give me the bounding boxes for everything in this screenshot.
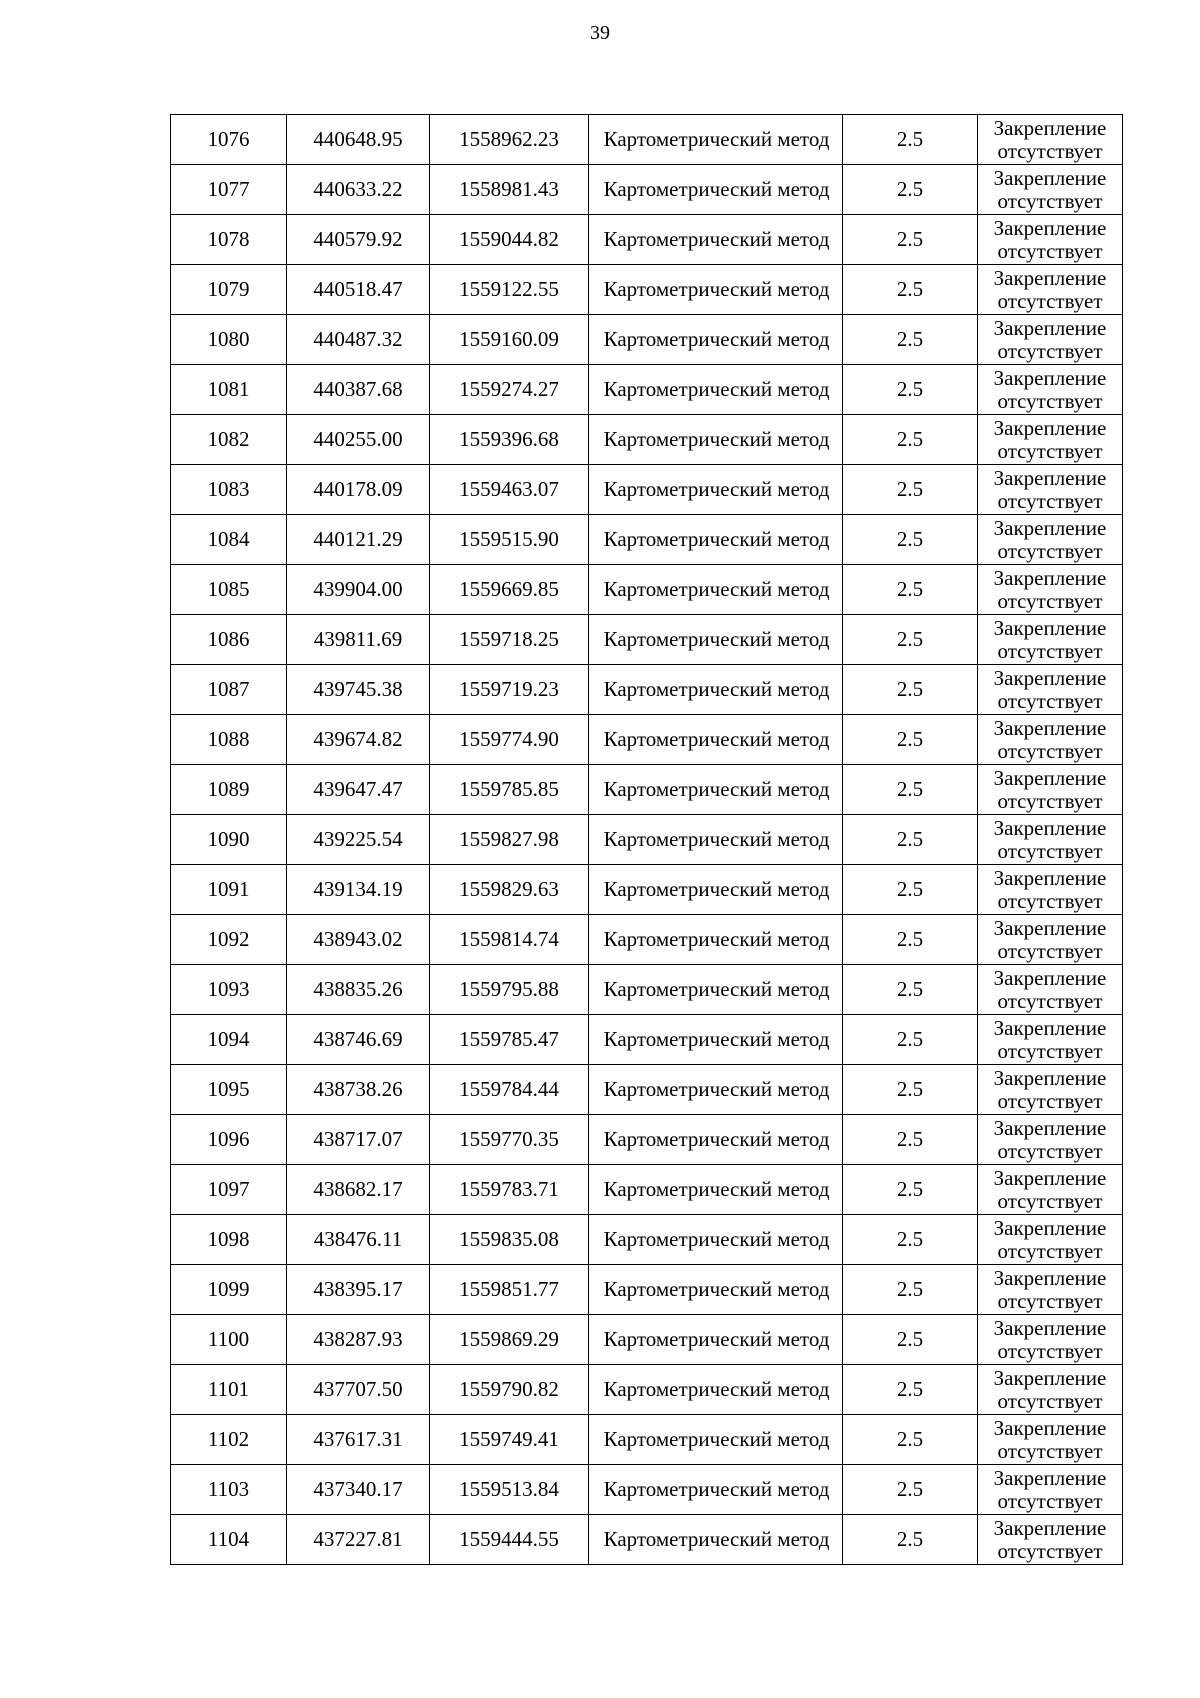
point-number-cell: 1078 bbox=[171, 215, 287, 265]
x-coordinate-cell: 437707.50 bbox=[287, 1365, 430, 1415]
y-coordinate-cell: 1559869.29 bbox=[430, 1315, 589, 1365]
x-coordinate-cell: 440178.09 bbox=[287, 465, 430, 515]
fixing-line-1: Закрепление bbox=[993, 415, 1107, 440]
fixing-cell bbox=[978, 1265, 1123, 1315]
fixing-line-1: Закрепление bbox=[993, 565, 1107, 590]
fixing-line-2: отсутствует bbox=[997, 188, 1103, 213]
table-row bbox=[171, 1415, 1123, 1465]
fixing-line-1: Закрепление bbox=[993, 1515, 1107, 1540]
fixing-cell bbox=[978, 915, 1123, 965]
y-coordinate-cell: 1559513.84 bbox=[430, 1465, 589, 1515]
x-coordinate-cell: 439904.00 bbox=[287, 565, 430, 615]
point-number-cell: 1082 bbox=[171, 415, 287, 465]
y-coordinate-cell: 1559784.44 bbox=[430, 1065, 589, 1115]
y-coordinate-cell: 1559718.25 bbox=[430, 615, 589, 665]
accuracy-cell: 2.5 bbox=[843, 915, 978, 965]
x-coordinate-cell: 437227.81 bbox=[287, 1515, 430, 1565]
fixing-cell bbox=[978, 1065, 1123, 1115]
fixing-line-2: отсутствует bbox=[997, 1138, 1103, 1163]
fixing-cell bbox=[978, 1215, 1123, 1265]
point-number-cell: 1100 bbox=[171, 1315, 287, 1365]
accuracy-cell: 2.5 bbox=[843, 315, 978, 365]
accuracy-cell: 2.5 bbox=[843, 865, 978, 915]
fixing-line-1: Закрепление bbox=[993, 265, 1107, 290]
coordinates-table bbox=[170, 114, 1123, 1565]
table-row bbox=[171, 165, 1123, 215]
method-cell: Картометрический метод bbox=[589, 165, 843, 215]
fixing-line-2: отсутствует bbox=[997, 788, 1103, 813]
method-cell: Картометрический метод bbox=[589, 465, 843, 515]
point-number-cell: 1092 bbox=[171, 915, 287, 965]
point-number-cell: 1096 bbox=[171, 1115, 287, 1165]
y-coordinate-cell: 1559814.74 bbox=[430, 915, 589, 965]
accuracy-cell: 2.5 bbox=[843, 615, 978, 665]
fixing-line-1: Закрепление bbox=[993, 365, 1107, 390]
table-row bbox=[171, 815, 1123, 865]
y-coordinate-cell: 1559749.41 bbox=[430, 1415, 589, 1465]
fixing-line-2: отсутствует bbox=[997, 1338, 1103, 1363]
fixing-line-2: отсутствует bbox=[997, 1088, 1103, 1113]
fixing-cell bbox=[978, 365, 1123, 415]
point-number-cell: 1101 bbox=[171, 1365, 287, 1415]
fixing-line-2: отсутствует bbox=[997, 888, 1103, 913]
accuracy-cell: 2.5 bbox=[843, 965, 978, 1015]
fixing-line-2: отсутствует bbox=[997, 1288, 1103, 1313]
x-coordinate-cell: 437617.31 bbox=[287, 1415, 430, 1465]
y-coordinate-cell: 1559463.07 bbox=[430, 465, 589, 515]
y-coordinate-cell: 1559444.55 bbox=[430, 1515, 589, 1565]
method-cell: Картометрический метод bbox=[589, 865, 843, 915]
fixing-line-2: отсутствует bbox=[997, 838, 1103, 863]
y-coordinate-cell: 1559785.47 bbox=[430, 1015, 589, 1065]
accuracy-cell: 2.5 bbox=[843, 1215, 978, 1265]
accuracy-cell: 2.5 bbox=[843, 815, 978, 865]
fixing-line-1: Закрепление bbox=[993, 1015, 1107, 1040]
point-number-cell: 1077 bbox=[171, 165, 287, 215]
fixing-line-2: отсутствует bbox=[997, 288, 1103, 313]
method-cell: Картометрический метод bbox=[589, 915, 843, 965]
table-row bbox=[171, 315, 1123, 365]
method-cell: Картометрический метод bbox=[589, 215, 843, 265]
x-coordinate-cell: 439674.82 bbox=[287, 715, 430, 765]
fixing-line-2: отсутствует bbox=[997, 388, 1103, 413]
fixing-line-2: отсутствует bbox=[997, 1238, 1103, 1263]
fixing-line-1: Закрепление bbox=[993, 715, 1107, 740]
point-number-cell: 1076 bbox=[171, 115, 287, 165]
fixing-line-1: Закрепление bbox=[993, 215, 1107, 240]
x-coordinate-cell: 438287.93 bbox=[287, 1315, 430, 1365]
fixing-line-1: Закрепление bbox=[993, 615, 1107, 640]
table-row bbox=[171, 1265, 1123, 1315]
point-number-cell: 1081 bbox=[171, 365, 287, 415]
method-cell: Картометрический метод bbox=[589, 815, 843, 865]
y-coordinate-cell: 1559274.27 bbox=[430, 365, 589, 415]
x-coordinate-cell: 439225.54 bbox=[287, 815, 430, 865]
accuracy-cell: 2.5 bbox=[843, 765, 978, 815]
fixing-line-2: отсутствует bbox=[997, 1388, 1103, 1413]
table-row bbox=[171, 1065, 1123, 1115]
method-cell: Картометрический метод bbox=[589, 1415, 843, 1465]
table-row bbox=[171, 265, 1123, 315]
point-number-cell: 1087 bbox=[171, 665, 287, 715]
fixing-line-1: Закрепление bbox=[993, 1165, 1107, 1190]
table-row bbox=[171, 915, 1123, 965]
fixing-line-1: Закрепление bbox=[993, 465, 1107, 490]
x-coordinate-cell: 438835.26 bbox=[287, 965, 430, 1015]
accuracy-cell: 2.5 bbox=[843, 365, 978, 415]
fixing-line-2: отсутствует bbox=[997, 1188, 1103, 1213]
point-number-cell: 1088 bbox=[171, 715, 287, 765]
point-number-cell: 1080 bbox=[171, 315, 287, 365]
fixing-cell bbox=[978, 515, 1123, 565]
x-coordinate-cell: 440648.95 bbox=[287, 115, 430, 165]
table-row bbox=[171, 965, 1123, 1015]
table-row bbox=[171, 115, 1123, 165]
fixing-line-1: Закрепление bbox=[993, 915, 1107, 940]
y-coordinate-cell: 1558962.23 bbox=[430, 115, 589, 165]
table-row bbox=[171, 1515, 1123, 1565]
table-row bbox=[171, 715, 1123, 765]
accuracy-cell: 2.5 bbox=[843, 1365, 978, 1415]
fixing-line-1: Закрепление bbox=[993, 665, 1107, 690]
x-coordinate-cell: 440387.68 bbox=[287, 365, 430, 415]
table-row bbox=[171, 465, 1123, 515]
fixing-line-1: Закрепление bbox=[993, 115, 1107, 140]
fixing-cell bbox=[978, 1365, 1123, 1415]
fixing-cell bbox=[978, 415, 1123, 465]
fixing-line-1: Закрепление bbox=[993, 1265, 1107, 1290]
point-number-cell: 1090 bbox=[171, 815, 287, 865]
fixing-cell bbox=[978, 115, 1123, 165]
table-row bbox=[171, 1465, 1123, 1515]
y-coordinate-cell: 1559783.71 bbox=[430, 1165, 589, 1215]
y-coordinate-cell: 1559827.98 bbox=[430, 815, 589, 865]
point-number-cell: 1104 bbox=[171, 1515, 287, 1565]
fixing-cell bbox=[978, 715, 1123, 765]
fixing-line-2: отсутствует bbox=[997, 638, 1103, 663]
point-number-cell: 1083 bbox=[171, 465, 287, 515]
accuracy-cell: 2.5 bbox=[843, 415, 978, 465]
fixing-cell bbox=[978, 615, 1123, 665]
x-coordinate-cell: 440255.00 bbox=[287, 415, 430, 465]
point-number-cell: 1084 bbox=[171, 515, 287, 565]
method-cell: Картометрический метод bbox=[589, 1165, 843, 1215]
accuracy-cell: 2.5 bbox=[843, 265, 978, 315]
accuracy-cell: 2.5 bbox=[843, 465, 978, 515]
fixing-cell bbox=[978, 165, 1123, 215]
fixing-line-1: Закрепление bbox=[993, 865, 1107, 890]
y-coordinate-cell: 1559515.90 bbox=[430, 515, 589, 565]
x-coordinate-cell: 440518.47 bbox=[287, 265, 430, 315]
point-number-cell: 1095 bbox=[171, 1065, 287, 1115]
x-coordinate-cell: 438738.26 bbox=[287, 1065, 430, 1115]
x-coordinate-cell: 438746.69 bbox=[287, 1015, 430, 1065]
method-cell: Картометрический метод bbox=[589, 1265, 843, 1315]
point-number-cell: 1099 bbox=[171, 1265, 287, 1315]
fixing-cell bbox=[978, 1315, 1123, 1365]
method-cell: Картометрический метод bbox=[589, 665, 843, 715]
y-coordinate-cell: 1559396.68 bbox=[430, 415, 589, 465]
table-row bbox=[171, 665, 1123, 715]
method-cell: Картометрический метод bbox=[589, 615, 843, 665]
fixing-cell bbox=[978, 265, 1123, 315]
fixing-cell bbox=[978, 1515, 1123, 1565]
fixing-cell bbox=[978, 815, 1123, 865]
fixing-cell bbox=[978, 565, 1123, 615]
y-coordinate-cell: 1559785.85 bbox=[430, 765, 589, 815]
x-coordinate-cell: 439745.38 bbox=[287, 665, 430, 715]
page-number: 39 bbox=[590, 22, 610, 44]
table-row bbox=[171, 615, 1123, 665]
method-cell: Картометрический метод bbox=[589, 1215, 843, 1265]
y-coordinate-cell: 1559795.88 bbox=[430, 965, 589, 1015]
y-coordinate-cell: 1559851.77 bbox=[430, 1265, 589, 1315]
x-coordinate-cell: 438395.17 bbox=[287, 1265, 430, 1315]
fixing-cell bbox=[978, 865, 1123, 915]
fixing-line-1: Закрепление bbox=[993, 1065, 1107, 1090]
accuracy-cell: 2.5 bbox=[843, 1515, 978, 1565]
y-coordinate-cell: 1559160.09 bbox=[430, 315, 589, 365]
fixing-line-2: отсутствует bbox=[997, 238, 1103, 263]
point-number-cell: 1086 bbox=[171, 615, 287, 665]
x-coordinate-cell: 440579.92 bbox=[287, 215, 430, 265]
fixing-line-2: отсутствует bbox=[997, 438, 1103, 463]
method-cell: Картометрический метод bbox=[589, 1365, 843, 1415]
fixing-cell bbox=[978, 665, 1123, 715]
table-row bbox=[171, 1015, 1123, 1065]
table-row bbox=[171, 1215, 1123, 1265]
point-number-cell: 1097 bbox=[171, 1165, 287, 1215]
method-cell: Картометрический метод bbox=[589, 365, 843, 415]
point-number-cell: 1102 bbox=[171, 1415, 287, 1465]
method-cell: Картометрический метод bbox=[589, 965, 843, 1015]
fixing-cell bbox=[978, 765, 1123, 815]
y-coordinate-cell: 1559770.35 bbox=[430, 1115, 589, 1165]
y-coordinate-cell: 1558981.43 bbox=[430, 165, 589, 215]
accuracy-cell: 2.5 bbox=[843, 215, 978, 265]
y-coordinate-cell: 1559790.82 bbox=[430, 1365, 589, 1415]
method-cell: Картометрический метод bbox=[589, 765, 843, 815]
accuracy-cell: 2.5 bbox=[843, 1015, 978, 1065]
fixing-line-1: Закрепление bbox=[993, 515, 1107, 540]
fixing-line-2: отсутствует bbox=[997, 1038, 1103, 1063]
point-number-cell: 1103 bbox=[171, 1465, 287, 1515]
table-row bbox=[171, 765, 1123, 815]
method-cell: Картометрический метод bbox=[589, 1015, 843, 1065]
fixing-line-1: Закрепление bbox=[993, 815, 1107, 840]
fixing-line-2: отсутствует bbox=[997, 588, 1103, 613]
point-number-cell: 1089 bbox=[171, 765, 287, 815]
fixing-line-1: Закрепление bbox=[993, 965, 1107, 990]
method-cell: Картометрический метод bbox=[589, 1465, 843, 1515]
method-cell: Картометрический метод bbox=[589, 715, 843, 765]
fixing-line-1: Закрепление bbox=[993, 165, 1107, 190]
x-coordinate-cell: 439811.69 bbox=[287, 615, 430, 665]
fixing-line-1: Закрепление bbox=[993, 1465, 1107, 1490]
accuracy-cell: 2.5 bbox=[843, 1415, 978, 1465]
table-row bbox=[171, 515, 1123, 565]
fixing-cell bbox=[978, 1115, 1123, 1165]
fixing-line-2: отсутствует bbox=[997, 138, 1103, 163]
y-coordinate-cell: 1559835.08 bbox=[430, 1215, 589, 1265]
y-coordinate-cell: 1559669.85 bbox=[430, 565, 589, 615]
table-row bbox=[171, 565, 1123, 615]
y-coordinate-cell: 1559829.63 bbox=[430, 865, 589, 915]
accuracy-cell: 2.5 bbox=[843, 165, 978, 215]
fixing-cell bbox=[978, 1415, 1123, 1465]
accuracy-cell: 2.5 bbox=[843, 515, 978, 565]
fixing-line-2: отсутствует bbox=[997, 688, 1103, 713]
fixing-line-1: Закрепление bbox=[993, 765, 1107, 790]
method-cell: Картометрический метод bbox=[589, 1115, 843, 1165]
x-coordinate-cell: 440487.32 bbox=[287, 315, 430, 365]
table-row bbox=[171, 365, 1123, 415]
x-coordinate-cell: 437340.17 bbox=[287, 1465, 430, 1515]
fixing-cell bbox=[978, 1165, 1123, 1215]
table-row bbox=[171, 1315, 1123, 1365]
fixing-cell bbox=[978, 215, 1123, 265]
fixing-line-2: отсутствует bbox=[997, 338, 1103, 363]
method-cell: Картометрический метод bbox=[589, 515, 843, 565]
fixing-line-2: отсутствует bbox=[997, 1438, 1103, 1463]
fixing-line-1: Закрепление bbox=[993, 1365, 1107, 1390]
point-number-cell: 1091 bbox=[171, 865, 287, 915]
fixing-line-1: Закрепление bbox=[993, 1215, 1107, 1240]
accuracy-cell: 2.5 bbox=[843, 715, 978, 765]
accuracy-cell: 2.5 bbox=[843, 1065, 978, 1115]
point-number-cell: 1094 bbox=[171, 1015, 287, 1065]
point-number-cell: 1093 bbox=[171, 965, 287, 1015]
x-coordinate-cell: 438476.11 bbox=[287, 1215, 430, 1265]
y-coordinate-cell: 1559044.82 bbox=[430, 215, 589, 265]
method-cell: Картометрический метод bbox=[589, 415, 843, 465]
fixing-cell bbox=[978, 465, 1123, 515]
table-row bbox=[171, 1365, 1123, 1415]
y-coordinate-cell: 1559774.90 bbox=[430, 715, 589, 765]
accuracy-cell: 2.5 bbox=[843, 665, 978, 715]
accuracy-cell: 2.5 bbox=[843, 1265, 978, 1315]
x-coordinate-cell: 438717.07 bbox=[287, 1115, 430, 1165]
accuracy-cell: 2.5 bbox=[843, 1315, 978, 1365]
fixing-line-2: отсутствует bbox=[997, 1538, 1103, 1563]
fixing-line-1: Закрепление bbox=[993, 1415, 1107, 1440]
method-cell: Картометрический метод bbox=[589, 265, 843, 315]
x-coordinate-cell: 439647.47 bbox=[287, 765, 430, 815]
table-row bbox=[171, 415, 1123, 465]
accuracy-cell: 2.5 bbox=[843, 565, 978, 615]
fixing-cell bbox=[978, 965, 1123, 1015]
fixing-line-1: Закрепление bbox=[993, 1115, 1107, 1140]
point-number-cell: 1079 bbox=[171, 265, 287, 315]
fixing-line-2: отсутствует bbox=[997, 538, 1103, 563]
accuracy-cell: 2.5 bbox=[843, 115, 978, 165]
fixing-line-2: отсутствует bbox=[997, 938, 1103, 963]
method-cell: Картометрический метод bbox=[589, 315, 843, 365]
method-cell: Картометрический метод bbox=[589, 1515, 843, 1565]
fixing-line-1: Закрепление bbox=[993, 315, 1107, 340]
method-cell: Картометрический метод bbox=[589, 565, 843, 615]
fixing-cell bbox=[978, 1015, 1123, 1065]
point-number-cell: 1085 bbox=[171, 565, 287, 615]
accuracy-cell: 2.5 bbox=[843, 1165, 978, 1215]
method-cell: Картометрический метод bbox=[589, 115, 843, 165]
x-coordinate-cell: 439134.19 bbox=[287, 865, 430, 915]
table-row bbox=[171, 1165, 1123, 1215]
y-coordinate-cell: 1559122.55 bbox=[430, 265, 589, 315]
fixing-line-1: Закрепление bbox=[993, 1315, 1107, 1340]
fixing-line-2: отсутствует bbox=[997, 1488, 1103, 1513]
method-cell: Картометрический метод bbox=[589, 1065, 843, 1115]
accuracy-cell: 2.5 bbox=[843, 1115, 978, 1165]
fixing-line-2: отсутствует bbox=[997, 738, 1103, 763]
x-coordinate-cell: 438682.17 bbox=[287, 1165, 430, 1215]
x-coordinate-cell: 438943.02 bbox=[287, 915, 430, 965]
x-coordinate-cell: 440121.29 bbox=[287, 515, 430, 565]
x-coordinate-cell: 440633.22 bbox=[287, 165, 430, 215]
fixing-line-2: отсутствует bbox=[997, 988, 1103, 1013]
coordinates-table-body bbox=[171, 115, 1123, 1565]
method-cell: Картометрический метод bbox=[589, 1315, 843, 1365]
y-coordinate-cell: 1559719.23 bbox=[430, 665, 589, 715]
fixing-cell bbox=[978, 315, 1123, 365]
fixing-cell bbox=[978, 1465, 1123, 1515]
fixing-line-2: отсутствует bbox=[997, 488, 1103, 513]
accuracy-cell: 2.5 bbox=[843, 1465, 978, 1515]
table-row bbox=[171, 865, 1123, 915]
table-row bbox=[171, 1115, 1123, 1165]
table-row bbox=[171, 215, 1123, 265]
point-number-cell: 1098 bbox=[171, 1215, 287, 1265]
